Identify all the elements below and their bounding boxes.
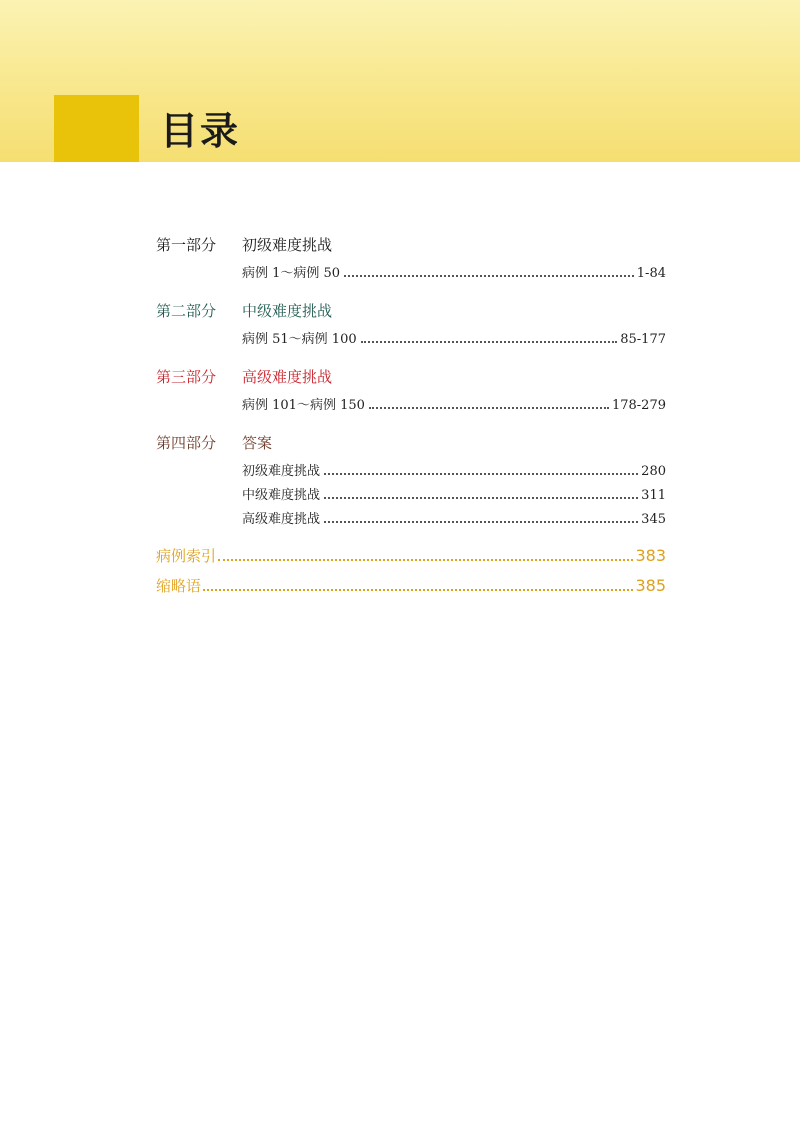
entry-pages: 345 [641,512,666,527]
toc-entry[interactable] [242,332,666,348]
toc-entry[interactable] [242,464,666,480]
toc-entry[interactable] [242,488,666,504]
dot-leader [369,407,609,409]
appendix-label: 病例索引 [156,547,217,565]
part-name: 中级难度挑战 [242,302,333,320]
dot-leader [203,589,633,591]
header-accent-square [54,95,139,162]
dot-leader [324,473,638,475]
entry-pages: 280 [641,464,666,479]
entry-label: 中级难度挑战 [242,488,321,503]
part-name: 高级难度挑战 [242,368,333,386]
toc-entry[interactable] [242,266,666,282]
page-title: 目录 [160,109,241,153]
entry-label: 高级难度挑战 [242,512,321,527]
part-heading[interactable] [156,365,666,389]
part-number: 第三部分 [156,368,217,386]
dot-leader [218,559,633,561]
dot-leader [324,521,638,523]
part-number: 第四部分 [156,434,217,452]
part-number: 第二部分 [156,302,217,320]
toc-appendix-case-index[interactable] [156,545,666,567]
entry-label: 病例 1～病例 50 [242,266,341,281]
part-heading[interactable] [156,299,666,323]
toc-entry[interactable] [242,512,666,528]
entry-label: 病例 51～病例 100 [242,332,357,347]
entry-label: 病例 101～病例 150 [242,398,365,413]
toc-entry[interactable] [242,398,666,414]
toc-appendix-abbreviations[interactable] [156,575,666,597]
toc-part-1 [156,233,666,282]
appendix-pages: 383 [635,546,666,565]
appendix-label: 缩略语 [156,577,202,595]
part-name: 初级难度挑战 [242,236,333,254]
dot-leader [361,341,618,343]
entry-pages: 311 [641,488,666,503]
toc-part-2 [156,299,666,348]
entry-pages: 85-177 [620,332,666,347]
dot-leader [324,497,638,499]
part-name: 答案 [242,434,273,452]
part-number: 第一部分 [156,236,217,254]
part-heading[interactable] [156,233,666,257]
appendix-pages: 385 [635,576,666,595]
entry-pages: 1-84 [636,266,666,281]
toc-part-3 [156,365,666,414]
part-heading[interactable] [156,431,666,455]
entry-pages: 178-279 [611,398,666,413]
entry-label: 初级难度挑战 [242,464,321,479]
toc-part-4 [156,431,666,528]
table-of-contents [156,233,666,597]
dot-leader [344,275,634,277]
